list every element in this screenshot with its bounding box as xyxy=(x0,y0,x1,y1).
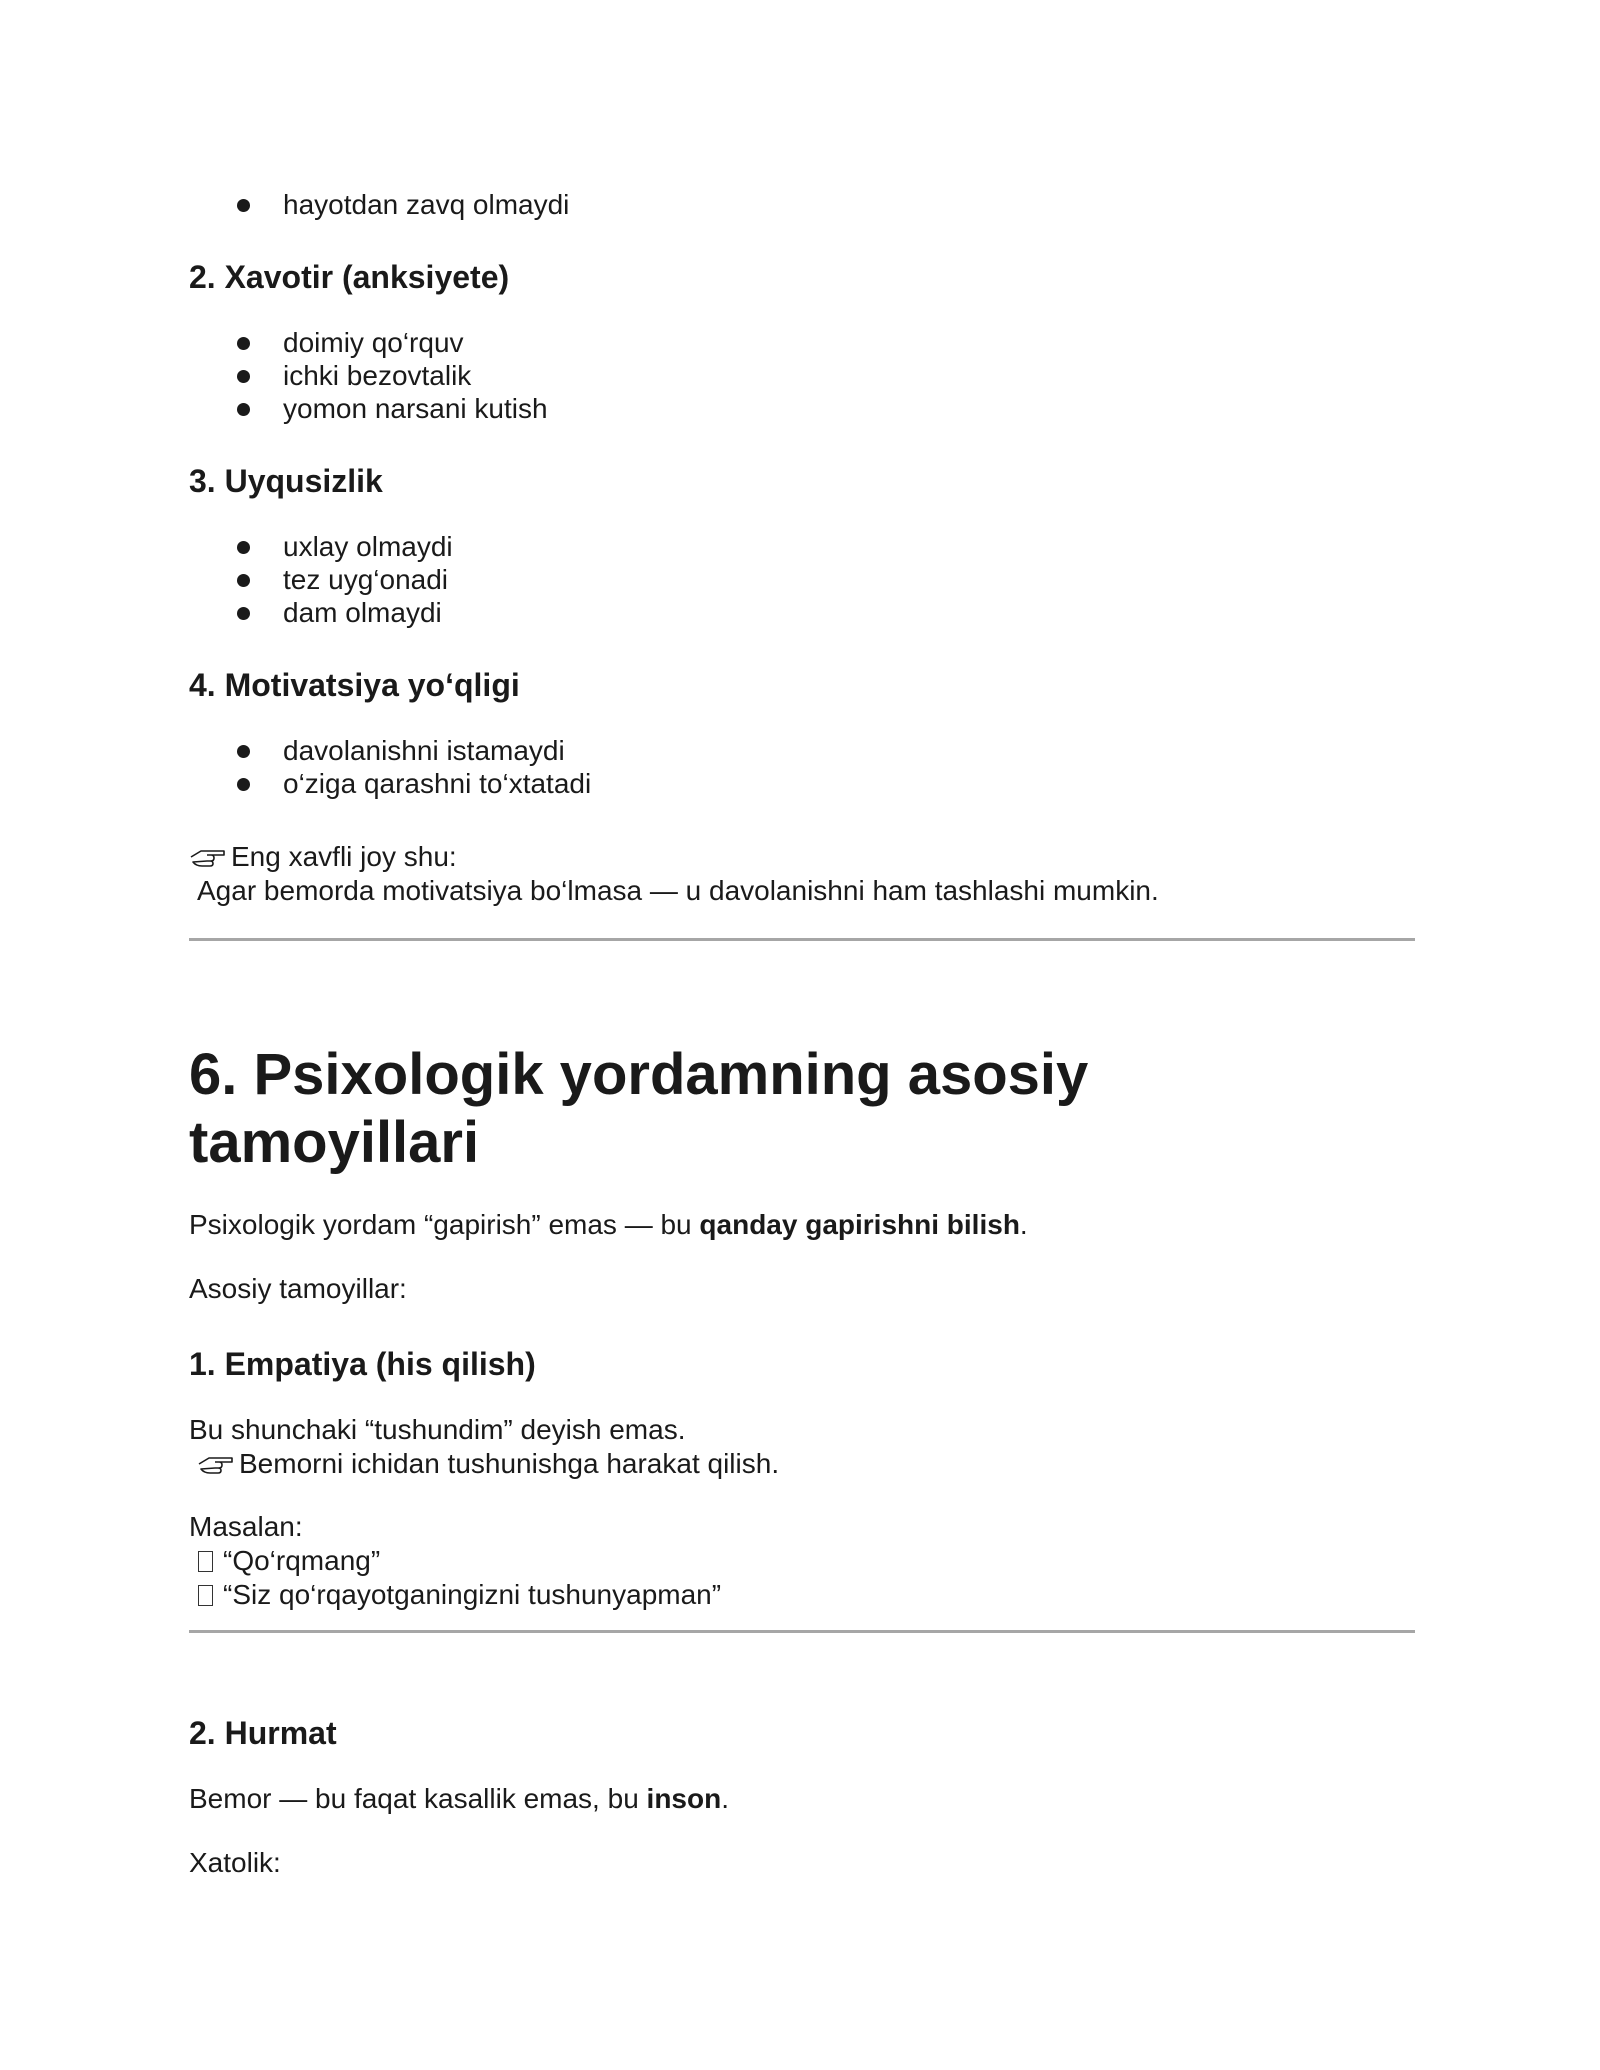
bullet-list-uyqusizlik xyxy=(189,530,453,629)
heading-motivatsiya: 4. Motivatsiya yo‘qligi xyxy=(189,667,520,703)
hurmat-paragraph: Bemor — bu faqat kasallik emas, bu inson. xyxy=(189,1783,729,1814)
bullet-icon xyxy=(237,607,250,620)
list-item: yomon narsani kutish xyxy=(189,392,548,425)
bullet-icon xyxy=(237,778,250,791)
mistake-label: Xatolik: xyxy=(189,1847,281,1878)
example-block: Masalan: “Qo‘rqmang” “Siz qo‘rqayotganingizni tushunyapman” xyxy=(189,1511,722,1610)
section-title: 6. Psixologik yordamning asosiy tamoyillari xyxy=(189,1042,1089,1175)
example-item: “Siz qo‘rqayotganingizni tushunyapman” xyxy=(189,1578,721,1612)
divider xyxy=(189,938,1415,941)
example-item: “Qo‘rqmang” xyxy=(189,1544,721,1578)
warning-line-1: Eng xavfli joy shu: xyxy=(189,840,1159,874)
list-item: davolanishni istamaydi xyxy=(189,734,591,767)
bullet-icon xyxy=(237,199,250,212)
heading-xavotir: 2. Xavotir (anksiyete) xyxy=(189,259,510,295)
list-item: doimiy qo‘rquv xyxy=(189,326,548,359)
warning-paragraph xyxy=(189,840,1159,908)
bullet-list-xavotir xyxy=(189,326,548,425)
list-item: hayotdan zavq olmaydi xyxy=(189,188,569,221)
heading-empatiya: 1. Empatiya (his qilish) xyxy=(189,1346,536,1382)
bullet-icon xyxy=(237,370,250,383)
missing-glyph-box-icon xyxy=(198,1585,213,1606)
list-item: ichki bezovtalik xyxy=(189,359,548,392)
bullet-icon xyxy=(237,745,250,758)
heading-uyqusizlik: 3. Uyqusizlik xyxy=(189,463,383,499)
bullet-icon xyxy=(237,337,250,350)
list-item: dam olmaydi xyxy=(189,596,453,629)
bullet-list-motivatsiya xyxy=(189,734,591,800)
bullet-icon xyxy=(237,574,250,587)
list-item: o‘ziga qarashni to‘xtatadi xyxy=(189,767,591,800)
list-item: tez uyg‘onadi xyxy=(189,563,453,596)
pointing-hand-icon xyxy=(189,845,227,869)
warning-line-2: Agar bemorda motivatsiya bo‘lmasa — u davolanishni ham tashlashi mumkin. xyxy=(197,875,1159,906)
empatiya-paragraph: Bu shunchaki “tushundim” deyish emas. Bemorni ichidan tushunishga harakat qilish. xyxy=(189,1414,780,1479)
pointing-hand-icon xyxy=(197,1452,235,1476)
bullet-list-prev xyxy=(189,188,569,221)
intro-paragraph: Psixologik yordam “gapirish” emas — bu qanday gapirishni bilish. xyxy=(189,1209,1028,1240)
heading-hurmat: 2. Hurmat xyxy=(189,1715,337,1751)
bullet-icon xyxy=(237,403,250,416)
divider xyxy=(189,1630,1415,1633)
principles-label: Asosiy tamoyillar: xyxy=(189,1273,407,1304)
list-item: uxlay olmaydi xyxy=(189,530,453,563)
bullet-icon xyxy=(237,541,250,554)
missing-glyph-box-icon xyxy=(198,1551,213,1572)
